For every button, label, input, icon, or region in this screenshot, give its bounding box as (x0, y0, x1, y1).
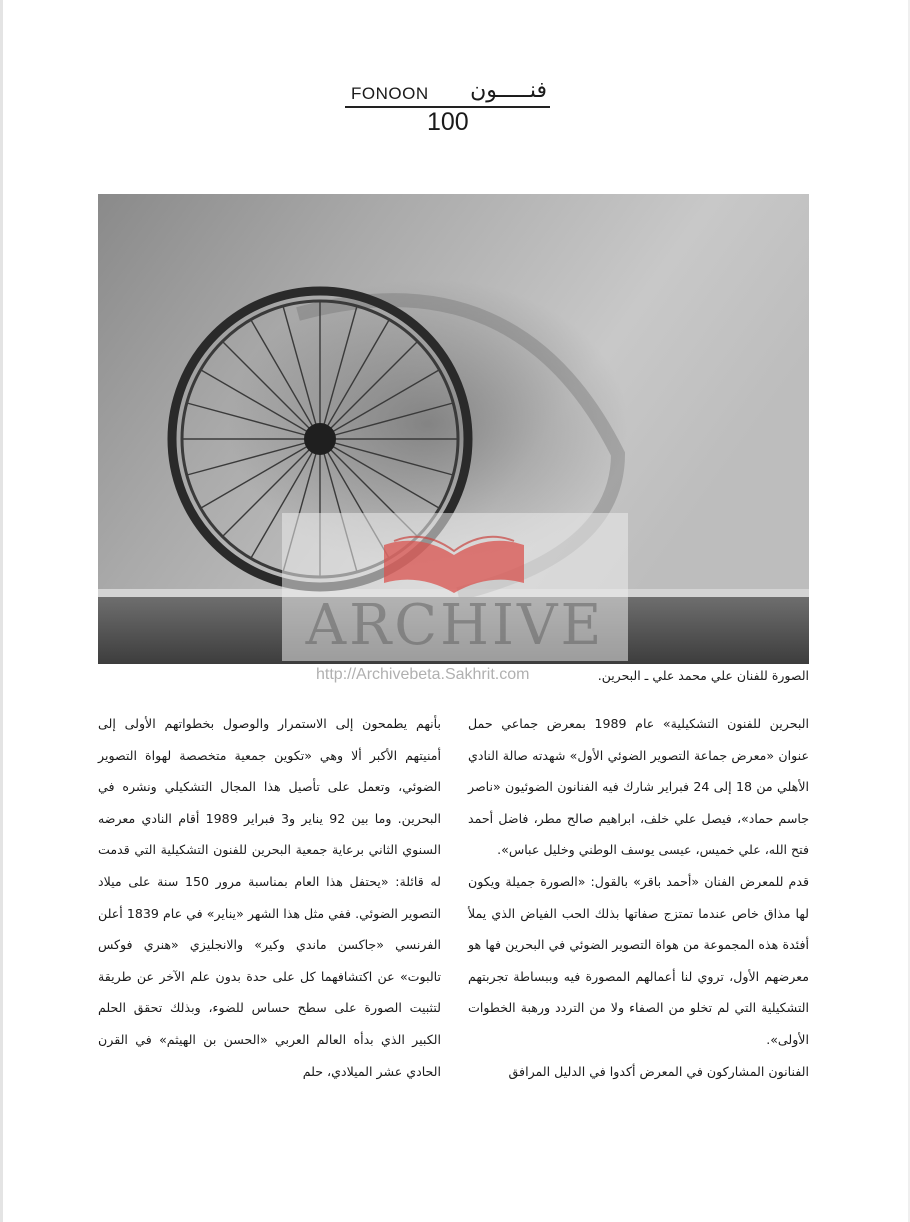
watermark-word: ARCHIVE (305, 593, 605, 658)
paragraph: قدم للمعرض الفنان «أحمد باقر» بالقول: «الصورة جميلة ويكون لها مذاق خاص عندما تمتزج صفاتها بذلك الحب الفياض الذي يملأ أفئدة هذه المجموعة من هواة التصوير الضوئي في البحرين فها هو معرضهم الأول، تروي لنا أعمالهم المصورة فيه وببساطة تجربتهم التشكيلية التي لم تخلو من الصفاء ولا من التردد ورهبة الخطوات الأولى». (468, 873, 809, 1047)
paragraph: البحرين للفنون التشكيلية» عام 1989 بمعرض جماعي حمل عنوان «معرض جماعة التصوير الضوئي الأول» شهدته صالة النادي الأهلي من 18 إلى 24 فبراير شارك فيه الفنانون الضوئيون «ناصر جاسم حماد»، فيصل علي خلف، ابراهيم صالح مطر، فاضل أحمد فتح الله، علي خميس، عيسى يوسف الوطني وخليل عباس». (468, 716, 810, 858)
masthead (345, 78, 555, 140)
paragraph: الفنانون المشاركون في المعرض أكدوا في الدليل المرافق (508, 1063, 809, 1079)
article-right-column (468, 708, 809, 1087)
photo-caption: الصورة للفنان علي محمد علي ـ البحرين. (597, 668, 809, 683)
page-left-edge (0, 0, 3, 1222)
archive-watermark (282, 513, 628, 661)
article-left-column (98, 708, 441, 1087)
watermark-url: http://Archivebeta.Sakhrit.com (316, 666, 530, 683)
masthead-latin-title: FONOON (351, 84, 429, 103)
open-book-icon (374, 525, 534, 597)
masthead-arabic-title: فنـــــون (470, 78, 547, 103)
page-number: 100 (427, 108, 469, 136)
paragraph: بأنهم يطمحون إلى الاستمرار والوصول بخطواتهم الأولى إلى أمنيتهم الأكبر ألا وهي «تكوين جمعية متخصصة لهواة التصوير الضوئي، وتعمل على تأصيل هذا المجال التشكيلي ونشره في البحرين. وما بين 92 يناير و3 فبراير 1989 أقام النادي معرضه السنوي الثاني برعاية جمعية البحرين للفنون التشكيلية التي قدمت له قائلة: «يحتفل هذا العام بمناسبة مرور 150 سنة على ميلاد التصوير الضوئي. ففي مثل هذا الشهر «يناير» في عام 1839 أعلن الفرنسي «جاكسن ماندي وكير» والانجليزي «هنري فوكس تالبوت» عن اكتشافهما كل على حدة بدون علم الآخر عن طريقة لتثبيت الصورة على سطح حساس للضوء، وبذلك تحقق الحلم الكبير الذي بدأه العالم العربي «الحسن بن الهيثم» في القرن الحادي عشر الميلادي، حلم (98, 716, 441, 1079)
